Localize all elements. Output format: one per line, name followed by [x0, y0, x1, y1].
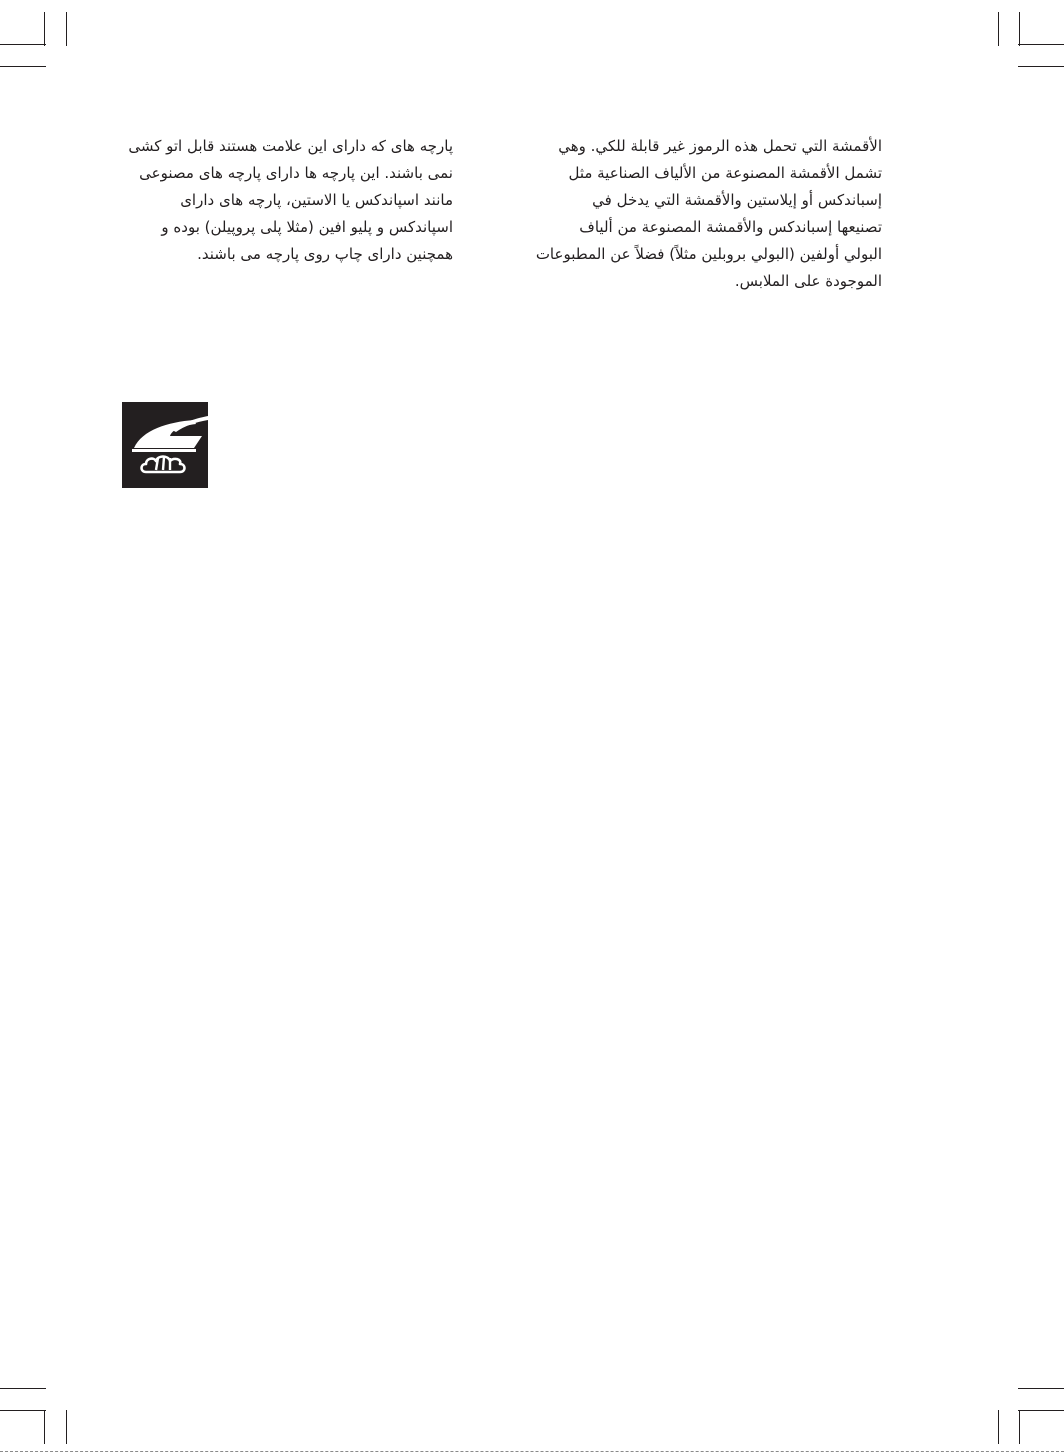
crop-mark-bottom-right-v2	[1019, 1410, 1020, 1444]
persian-paragraph	[113, 133, 453, 268]
arabic-line: البولي أولفين (البولي بروبلين مثلاً) فضلاً عن المطبوعات	[535, 245, 882, 263]
crop-mark-bottom-right-h	[1018, 1388, 1064, 1389]
iron-body	[134, 420, 202, 448]
persian-line: نمی باشند. این پارچه ها دارای پارچه های مصنوعی	[139, 164, 453, 182]
arabic-line: تشمل الأقمشة المصنوعة من الألياف الصناعية مثل	[568, 164, 882, 182]
arabic-line: إسباندكس أو إيلاستين والأقمشة التي يدخل في	[592, 191, 882, 209]
persian-line: مانند اسپاندکس یا الاستین، پارچه های دارای	[180, 191, 453, 209]
arabic-line: تصنيعها إسباندكس والأقمشة المصنوعة من ألياف	[579, 218, 882, 236]
crop-mark-bottom-left-v1	[44, 1410, 45, 1444]
iron-soleplate	[132, 449, 196, 452]
crop-mark-top-left-v1	[44, 12, 45, 46]
persian-line: همچنین دارای چاپ روی پارچه می باشند.	[197, 245, 453, 263]
arabic-line: الأقمشة التي تحمل هذه الرموز غير قابلة للكي. وهي	[558, 137, 882, 155]
crop-mark-top-left-v2	[66, 12, 67, 46]
crop-mark-bottom-left-h	[0, 1388, 46, 1389]
crop-mark-top-right-h	[1018, 44, 1064, 45]
steam-line	[163, 457, 164, 470]
crop-mark-bottom-left-v2	[66, 1410, 67, 1444]
crop-mark-top-right-h2	[1018, 66, 1064, 67]
crop-mark-top-left-h2	[0, 66, 46, 67]
arabic-paragraph	[535, 133, 882, 295]
crop-mark-top-right-v2	[1019, 12, 1020, 46]
crop-mark-bottom-left-h2	[0, 1410, 46, 1411]
crop-mark-top-right-v1	[998, 12, 999, 46]
persian-line: پارچه های که دارای این علامت هستند قابل اتو کشی	[128, 137, 453, 155]
crop-mark-bottom-right-v1	[998, 1410, 999, 1444]
crop-mark-top-left-h	[0, 44, 46, 45]
crop-mark-bottom-right-h2	[1018, 1410, 1064, 1411]
no-steam-iron-icon	[122, 402, 208, 488]
iron-steam-svg	[122, 402, 208, 488]
persian-line: اسپاندکس و پلیو افین (مثلا پلی پروپیلن) بوده و	[161, 218, 453, 236]
arabic-line: الموجودة على الملابس.	[734, 272, 882, 290]
bottom-dashed-edge	[0, 1451, 1064, 1452]
